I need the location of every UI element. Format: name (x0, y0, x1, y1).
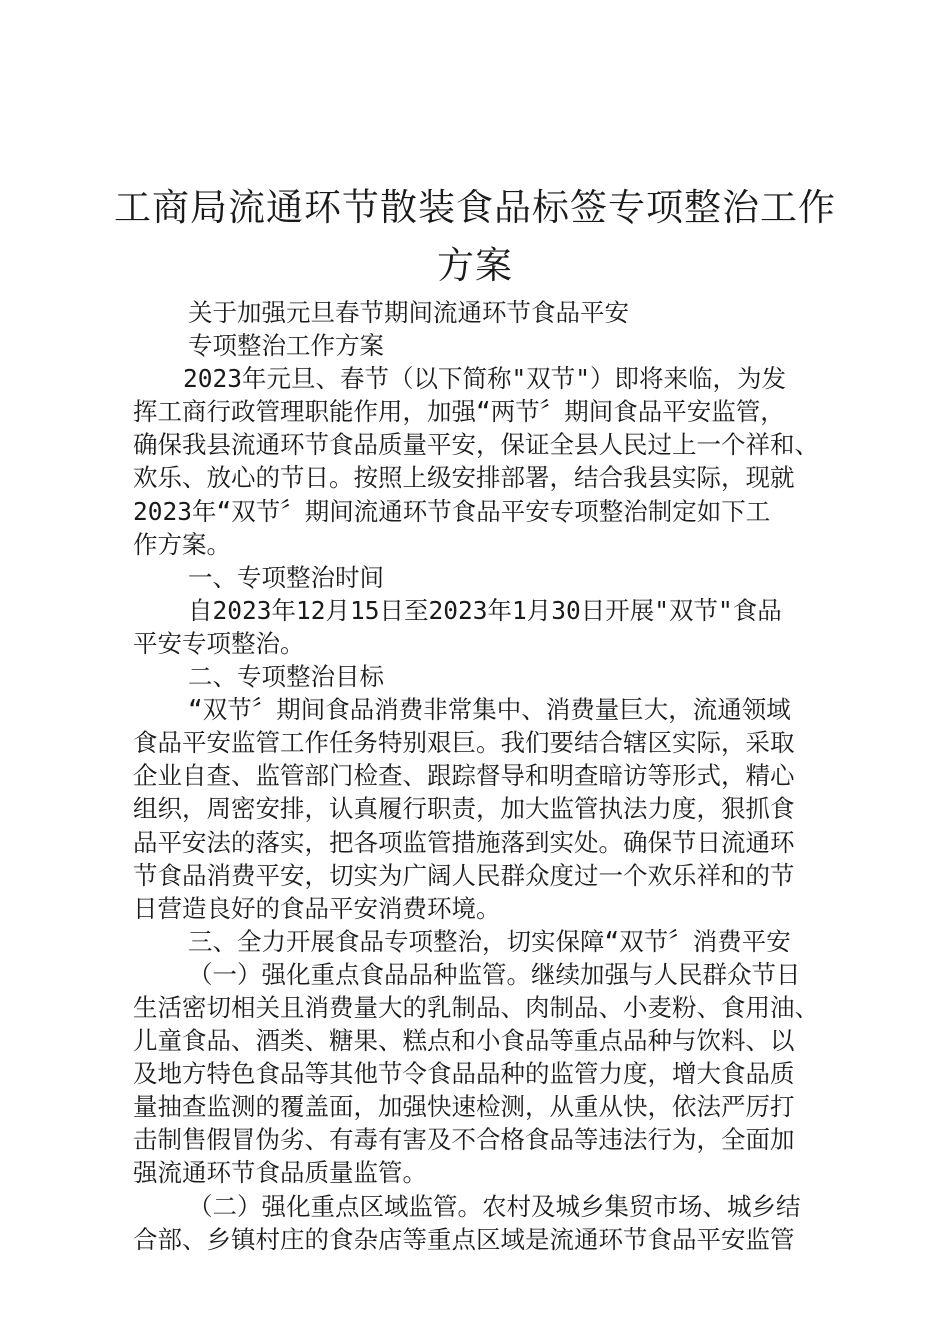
text-line: 组织，周密安排，认真履行职责，加大监管执法力度，狠抓食 (133, 794, 795, 824)
text-line: 关于加强元旦春节期间流通环节食品平安 (188, 298, 629, 327)
text-line: 确保我县流通环节食品质量平安，保证全县人民过上一个祥和、 (133, 430, 819, 460)
text-line: 作方案。 (133, 529, 231, 559)
text-line: 强流通环节食品质量监管。 (133, 1158, 427, 1188)
text-line: 2023年“双节〞期间流通环节食品平安专项整治制定如下工 (133, 496, 771, 526)
text-line: 专项整治工作方案 (188, 331, 384, 361)
section-heading: 一、专项整治时间 (188, 562, 384, 592)
text-line: 挥工商行政管理职能作用，加强“两节〞期间食品平安监管， (133, 397, 785, 427)
text-line: 击制售假冒伪劣、有毒有害及不合格食品等违法行为，全面加 (133, 1125, 795, 1155)
text-line: 生活密切相关且消费量大的乳制品、肉制品、小麦粉、食用油、 (133, 992, 819, 1022)
text-line: “双节〞期间食品消费非常集中、消费量巨大，流通领域 (188, 695, 791, 725)
text-line: 日营造良好的食品平安消费环境。 (133, 893, 501, 923)
text-line: 儿童食品、酒类、糖果、糕点和小食品等重点品种与饮料、以 (133, 1026, 795, 1056)
text-line: 量抽查监测的覆盖面，加强快速检测，从重从快，依法严厉打 (133, 1092, 795, 1122)
document-title-line-1: 工商局流通环节散装食品标签专项整治工作 (114, 186, 836, 229)
text-line: （一）强化重点食品品种监管。继续加强与人民群众节日 (188, 959, 801, 989)
text-line: 合部、乡镇村庄的食杂店等重点区域是流通环节食品平安监管 (133, 1224, 795, 1254)
text-line: 食品平安监管工作任务特别艰巨。我们要结合辖区实际，采取 (133, 728, 795, 758)
text-line: 2023年元旦、春节（以下简称"双节"）即将来临，为发 (183, 364, 786, 394)
text-line: 品平安法的落实，把各项监管措施落到实处。确保节日流通环 (133, 827, 795, 857)
document-title-line-2: 方案 (437, 244, 513, 287)
text-line: 欢乐、放心的节日。按照上级安排部署，结合我县实际，现就 (133, 463, 795, 493)
section-heading: 二、专项整治目标 (188, 662, 384, 692)
text-line: 自2023年12月15日至2023年1月30日开展"双节"食品 (188, 595, 782, 625)
text-line: 节食品消费平安，切实为广阔人民群众度过一个欢乐祥和的节 (133, 860, 795, 890)
text-line: 及地方特色食品等其他节令食品品种的监管力度，增大食品质 (133, 1059, 795, 1089)
text-line: （二）强化重点区域监管。农村及城乡集贸市场、城乡结 (188, 1191, 801, 1221)
text-line: 企业自查、监管部门检查、跟踪督导和明查暗访等形式，精心 (133, 761, 795, 791)
document-body (133, 296, 833, 1256)
text-line: 平安专项整治。 (133, 628, 305, 658)
section-heading: 三、全力开展食品专项整治，切实保障“双节〞消费平安 (188, 926, 791, 956)
